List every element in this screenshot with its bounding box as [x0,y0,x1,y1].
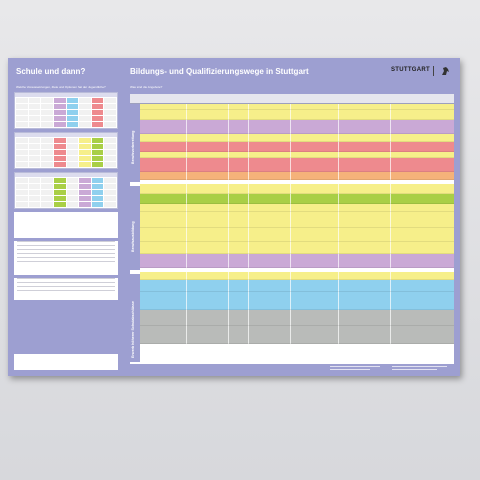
info-box-1 [14,241,118,275]
horse-crest-icon [440,66,451,76]
grid-cell [104,150,116,155]
criteria-block-1 [14,92,118,129]
criteria-block-2 [14,132,118,169]
table-row [140,326,454,344]
grid-cell [79,156,91,161]
grid-cell [41,116,53,121]
table-row [140,310,454,326]
grid-cell [54,162,66,167]
grid-cell [54,122,66,127]
grid-cell [79,110,91,115]
grid-cell [79,162,91,167]
grid-cell [54,178,66,183]
grid-cell [54,144,66,149]
grid-cell [67,122,79,127]
grid-cell [16,190,28,195]
grid-cell [54,116,66,121]
grid-cell [79,98,91,103]
table-row [140,272,454,280]
grid-cell [67,98,79,103]
grid-cell [16,138,28,143]
grid-cell [16,98,28,103]
grid-cell [67,156,79,161]
main-title: Bildungs- und Qualifizierungswege in Stuttgart [130,67,309,76]
grid-cell [92,196,104,201]
grid-cell [79,104,91,109]
grid-cell [41,156,53,161]
fine-print [130,365,454,373]
grid-cell [92,184,104,189]
criteria-block-3 [14,172,118,209]
grid-cell [41,110,53,115]
stuttgart-logo: STUTTGART [390,67,430,73]
grid-cell [92,110,104,115]
table-row [140,110,454,120]
grid-cell [16,162,28,167]
grid-cell [29,162,41,167]
grid-cell [92,178,104,183]
grid-cell [41,190,53,195]
grid-cell [41,122,53,127]
grid-cell [104,116,116,121]
grid-cell [79,144,91,149]
grid-cell [104,104,116,109]
grid-cell [41,162,53,167]
grid-cell [54,104,66,109]
grid-cell [41,150,53,155]
grid-cell [79,190,91,195]
grid-cell [16,196,28,201]
grid-cell [92,202,104,207]
grid-cell [67,144,79,149]
grid-cell [54,190,66,195]
grid-cell [67,150,79,155]
info-box-2 [14,278,118,300]
grid-cell [29,122,41,127]
table-row [140,242,454,254]
grid-cell [54,98,66,103]
table-row [140,134,454,142]
grid-cell [79,116,91,121]
grid-cell [79,184,91,189]
grid-cell [16,184,28,189]
grid-cell [29,196,41,201]
grid-cell [67,138,79,143]
table-header [130,94,454,104]
grid-cell [54,150,66,155]
grid-cell [29,110,41,115]
grid-cell [92,98,104,103]
grid-cell [92,104,104,109]
grid-cell [29,156,41,161]
grid-cell [29,178,41,183]
table-row [140,184,454,194]
grid-cell [92,156,104,161]
grid-cell [41,178,53,183]
grid-cell [16,116,28,121]
grid-cell [29,150,41,155]
table-row [140,142,454,152]
qualification-table [130,94,454,364]
grid-cell [67,178,79,183]
grid-cell [104,196,116,201]
grid-cell [79,122,91,127]
table-row [140,280,454,292]
table-row [140,292,454,310]
grid-cell [67,184,79,189]
grid-cell [16,202,28,207]
table-row [140,212,454,228]
grid-cell [67,162,79,167]
grid-cell [104,178,116,183]
grid-cell [92,190,104,195]
grid-cell [104,202,116,207]
section-berufsausbildung: Berufsausbildung [130,186,140,270]
grid-cell [79,150,91,155]
grid-cell [79,178,91,183]
grid-cell [16,150,28,155]
table-row [140,120,454,134]
grid-cell [92,116,104,121]
main-subtitle: Was sind die Angebote? [130,85,163,89]
grid-cell [92,122,104,127]
grid-cell [79,196,91,201]
grid-cell [41,184,53,189]
grid-cell [79,202,91,207]
grid-cell [41,104,53,109]
grid-cell [67,196,79,201]
poster [8,58,460,376]
grid-cell [92,138,104,143]
grid-cell [104,184,116,189]
table-row [140,204,454,212]
grid-cell [104,156,116,161]
grid-cell [41,202,53,207]
grid-cell [67,190,79,195]
grid-cell [29,144,41,149]
section-berufsvorbereitung: Berufsvorbereitung [130,104,140,182]
grid-cell [16,122,28,127]
left-column [14,92,118,346]
grid-cell [67,202,79,207]
grid-cell [41,98,53,103]
grid-cell [29,184,41,189]
grid-cell [67,110,79,115]
grid-cell [29,138,41,143]
section-schulabschluesse: Erwerb höherer Schulabschlüsse [130,274,140,362]
grid-cell [29,190,41,195]
grid-cell [54,202,66,207]
grid-cell [54,156,66,161]
grid-cell [92,162,104,167]
grid-cell [54,138,66,143]
grid-cell [54,110,66,115]
grid-cell [16,156,28,161]
grid-cell [104,190,116,195]
logo-divider [433,66,434,76]
grid-cell [16,110,28,115]
sponsor-logos [14,354,118,370]
grid-cell [54,196,66,201]
grid-cell [67,116,79,121]
grid-cell [41,196,53,201]
grid-cell [29,116,41,121]
legend-box [14,212,118,238]
grid-cell [104,144,116,149]
grid-cell [79,138,91,143]
table-row [140,254,454,268]
grid-cell [16,104,28,109]
table-row [140,172,454,180]
left-title: Schule und dann? [16,67,86,76]
grid-cell [104,98,116,103]
grid-cell [92,150,104,155]
grid-cell [16,144,28,149]
grid-cell [41,144,53,149]
grid-cell [67,104,79,109]
grid-cell [41,138,53,143]
grid-cell [29,98,41,103]
grid-cell [104,122,116,127]
table-row [140,194,454,204]
grid-cell [92,144,104,149]
grid-cell [29,104,41,109]
grid-cell [104,162,116,167]
table-row [140,228,454,242]
grid-cell [29,202,41,207]
table-row [140,158,454,172]
grid-cell [104,110,116,115]
left-subtitle: Welche Voraussetzungen, Ziele und Optionen hat der Jugendliche? [16,85,106,89]
grid-cell [54,184,66,189]
grid-cell [104,138,116,143]
grid-cell [16,178,28,183]
